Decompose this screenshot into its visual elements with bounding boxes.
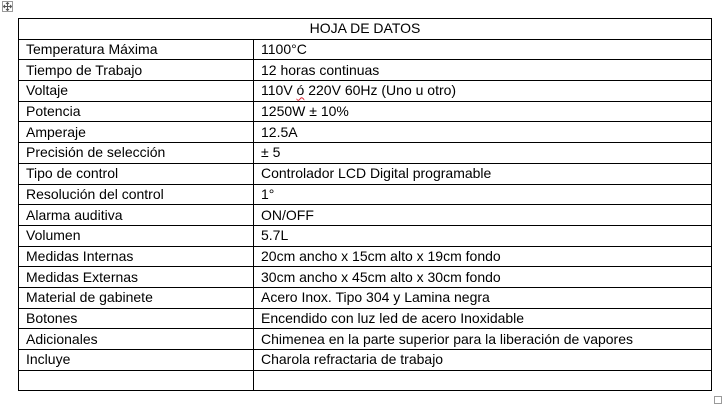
table-row [19,329,712,350]
table-row [19,143,712,164]
spellcheck-flagged-word: ó [296,82,305,99]
row-label[interactable]: Volumen [19,225,254,246]
row-value[interactable]: Encendido con luz led de acero Inoxidable [254,308,712,329]
row-label[interactable]: Precisión de selección [19,143,254,164]
row-value[interactable]: ± 5 [254,143,712,164]
table-row [19,287,712,308]
table-row [19,81,712,102]
datasheet-table [18,18,712,391]
row-value[interactable]: Charola refractaria de trabajo [254,350,712,371]
value-text: 110V [261,82,297,99]
row-value[interactable]: 20cm ancho x 15cm alto x 19cm fondo [254,246,712,267]
table-move-icon[interactable] [2,1,13,12]
row-value[interactable]: Chimenea en la parte superior para la liberación de vapores [254,329,712,350]
table-row [19,267,712,288]
row-value[interactable]: 1250W ± 10% [254,101,712,122]
row-label[interactable]: Incluye [19,350,254,371]
value-text: 220V 60Hz (Uno u otro) [304,82,457,99]
row-value[interactable]: 1100°C [254,39,712,60]
row-label[interactable]: Tipo de control [19,163,254,184]
row-label[interactable]: Potencia [19,101,254,122]
table-row [19,184,712,205]
row-label[interactable]: Medidas Externas [19,267,254,288]
row-label[interactable]: Amperaje [19,122,254,143]
row-label[interactable]: Medidas Internas [19,246,254,267]
table-row [19,39,712,60]
table-row [19,163,712,184]
row-value[interactable]: 1° [254,184,712,205]
table-row [19,205,712,226]
row-value[interactable]: 5.7L [254,225,712,246]
row-value[interactable] [254,81,712,102]
row-label[interactable]: Resolución del control [19,184,254,205]
row-label[interactable]: Adicionales [19,329,254,350]
row-value[interactable]: ON/OFF [254,205,712,226]
row-label[interactable]: Temperatura Máxima [19,39,254,60]
table-row [19,350,712,371]
row-value[interactable] [254,370,712,391]
row-value[interactable]: 12 horas continuas [254,60,712,81]
row-label[interactable]: Alarma auditiva [19,205,254,226]
row-value[interactable]: 30cm ancho x 45cm alto x 30cm fondo [254,267,712,288]
table-header-row [19,19,712,40]
table-row [19,308,712,329]
table-row [19,225,712,246]
table-title[interactable]: HOJA DE DATOS [19,19,712,40]
row-value[interactable]: 12.5A [254,122,712,143]
row-label[interactable]: Material de gabinete [19,287,254,308]
table-row [19,101,712,122]
table-row-empty [19,370,712,391]
table-row [19,122,712,143]
row-label[interactable]: Botones [19,308,254,329]
row-label[interactable]: Tiempo de Trabajo [19,60,254,81]
table-row [19,60,712,81]
row-value[interactable]: Controlador LCD Digital programable [254,163,712,184]
row-label[interactable]: Voltaje [19,81,254,102]
row-label[interactable] [19,370,254,391]
row-value[interactable]: Acero Inox. Tipo 304 y Lamina negra [254,287,712,308]
table-row [19,246,712,267]
table-resize-icon[interactable] [714,396,722,404]
